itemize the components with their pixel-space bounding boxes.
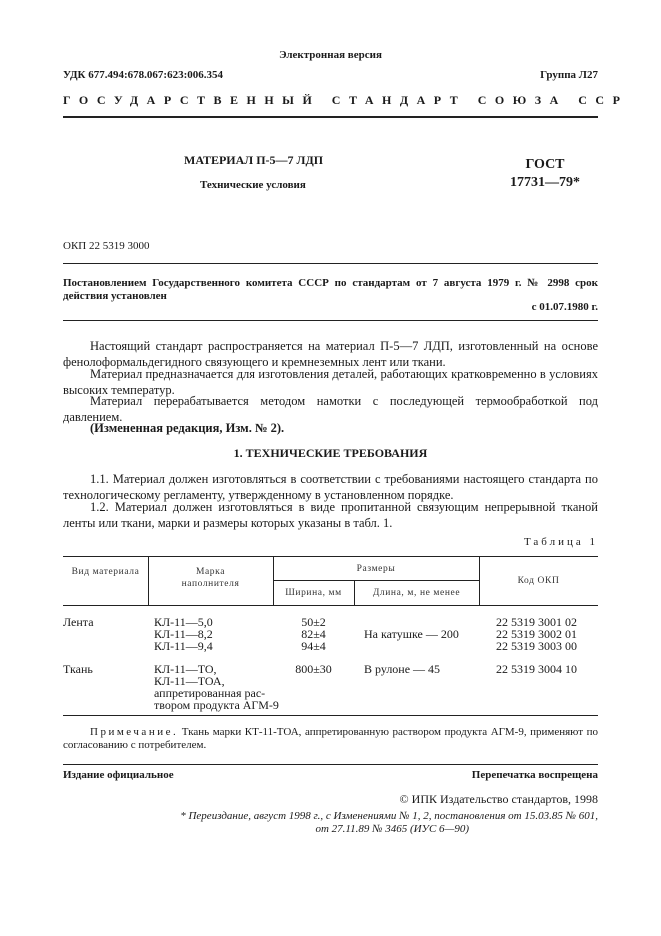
row-1-brand-1: КЛ-11—5,0 bbox=[154, 615, 213, 629]
header-divider bbox=[63, 116, 598, 118]
row-2-width-1: 800±30 bbox=[295, 662, 332, 676]
paragraph-1-2: 1.2. Материал должен изготовляться в виде пропитанной связующим непрерывной тканой ленты или ткани, марки и размеры которых указаны в табл. 1. bbox=[63, 500, 598, 530]
udk-code: УДК 677.494:678.067:623:006.354 bbox=[63, 69, 223, 81]
row-2-brand-4: твором продукта АГМ-9 bbox=[154, 698, 279, 712]
decree-date: с 01.07.1980 г. bbox=[531, 301, 598, 313]
row-1-width-1: 50±2 bbox=[301, 615, 326, 629]
gost-label: ГОСТ bbox=[525, 157, 565, 172]
row-1-okp-1: 22 5319 3001 02 bbox=[496, 615, 577, 629]
okp-divider bbox=[63, 263, 598, 264]
note-label: Примечание. bbox=[90, 726, 179, 738]
row-2-brand-2: КЛ-11—ТОА, bbox=[154, 674, 225, 688]
row-1-length: На катушке — 200 bbox=[364, 627, 459, 641]
footer-divider bbox=[63, 764, 598, 765]
intro-paragraph-3: Материал перерабатывается методом намотки с последующей термообработкой под давлением. bbox=[63, 394, 598, 424]
row-1-width-2: 82±4 bbox=[301, 627, 326, 641]
copyright: © ИПК Издательство стандартов, 1998 bbox=[399, 792, 598, 806]
row-2-kind: Ткань bbox=[63, 662, 93, 676]
header-width: Ширина, мм bbox=[285, 588, 342, 598]
row-2-brand-3: аппретированная рас- bbox=[154, 686, 266, 700]
material-subtitle: Технические условия bbox=[200, 179, 306, 191]
decree-text: Постановлением Государственного комитета СССР по стандартам от 7 августа 1979 г. № 2998 срок действия установлен bbox=[63, 277, 598, 302]
table-caption: Таблица 1 bbox=[523, 536, 598, 548]
reprint-prohibited: Перепечатка воспрещена bbox=[471, 769, 598, 781]
header-okp: Код ОКП bbox=[517, 576, 560, 586]
row-1-width-3: 94±4 bbox=[301, 639, 326, 653]
header-sizes: Размеры bbox=[356, 564, 396, 574]
header-brand: Марка наполнителя bbox=[181, 567, 240, 589]
decree-divider bbox=[63, 320, 598, 321]
row-1-okp-3: 22 5319 3003 00 bbox=[496, 639, 577, 653]
row-2-okp-1: 22 5319 3004 10 bbox=[496, 662, 577, 676]
table-header-bottom-rule bbox=[63, 605, 598, 606]
table-top-rule bbox=[63, 556, 598, 557]
material-title: МАТЕРИАЛ П-5—7 ЛДП bbox=[184, 153, 324, 167]
electronic-version-label: Электронная версия bbox=[279, 49, 382, 61]
row-1-brand-3: КЛ-11—9,4 bbox=[154, 639, 213, 653]
table-note bbox=[63, 726, 598, 752]
header-kind: Вид материала bbox=[71, 567, 140, 577]
row-1-brand-2: КЛ-11—8,2 bbox=[154, 627, 213, 641]
intro-paragraph-4: (Измененная редакция, Изм. № 2). bbox=[90, 421, 285, 435]
okp-code: ОКП 22 5319 3000 bbox=[63, 240, 150, 252]
row-1-okp-2: 22 5319 3002 01 bbox=[496, 627, 577, 641]
header-length: Длина, м, не менее bbox=[372, 588, 461, 598]
state-standard-title: ГОСУДАРСТВЕННЫЙ СТАНДАРТ СОЮЗА ССР bbox=[63, 93, 629, 107]
paragraph-1-1: 1.1. Материал должен изготовляться в соответствии с требованиями настоящего стандарта по технологическому регламенту, утвержденному в установленном порядке. bbox=[63, 472, 598, 502]
row-2-length: В рулоне — 45 bbox=[364, 662, 441, 676]
intro-paragraph-1: Настоящий стандарт распространяется на материал П-5—7 ЛДП, изготовленный на основе фенолоформальдегидного связующего и кремнеземных лент или ткани. bbox=[63, 339, 598, 369]
reissue-line-2: от 27.11.89 № 3465 (ИУС 6—90) bbox=[315, 823, 469, 835]
section-1-heading: 1. ТЕХНИЧЕСКИЕ ТРЕБОВАНИЯ bbox=[233, 446, 428, 460]
official-edition: Издание официальное bbox=[63, 769, 174, 781]
table-sizes-subrule bbox=[273, 580, 479, 581]
reissue-line-1: * Переиздание, август 1998 г., с Изменениями № 1, 2, постановления от 15.03.85 № 601, bbox=[180, 810, 598, 822]
note-text: Ткань марки КТ-11-ТОА, аппретированную раствором продукта АГМ-9, применяют по согласованию с потребителем. bbox=[63, 726, 598, 751]
gost-number: 17731—79* bbox=[510, 175, 580, 190]
row-2-brand-1: КЛ-11—ТО, bbox=[154, 662, 217, 676]
group-code: Группа Л27 bbox=[540, 69, 598, 81]
table-bottom-rule bbox=[63, 715, 598, 716]
row-1-kind: Лента bbox=[63, 615, 94, 629]
intro-paragraph-2: Материал предназначается для изготовления деталей, работающих кратковременно в условиях высоких температур. bbox=[63, 367, 598, 397]
table-vline-1 bbox=[148, 556, 149, 606]
